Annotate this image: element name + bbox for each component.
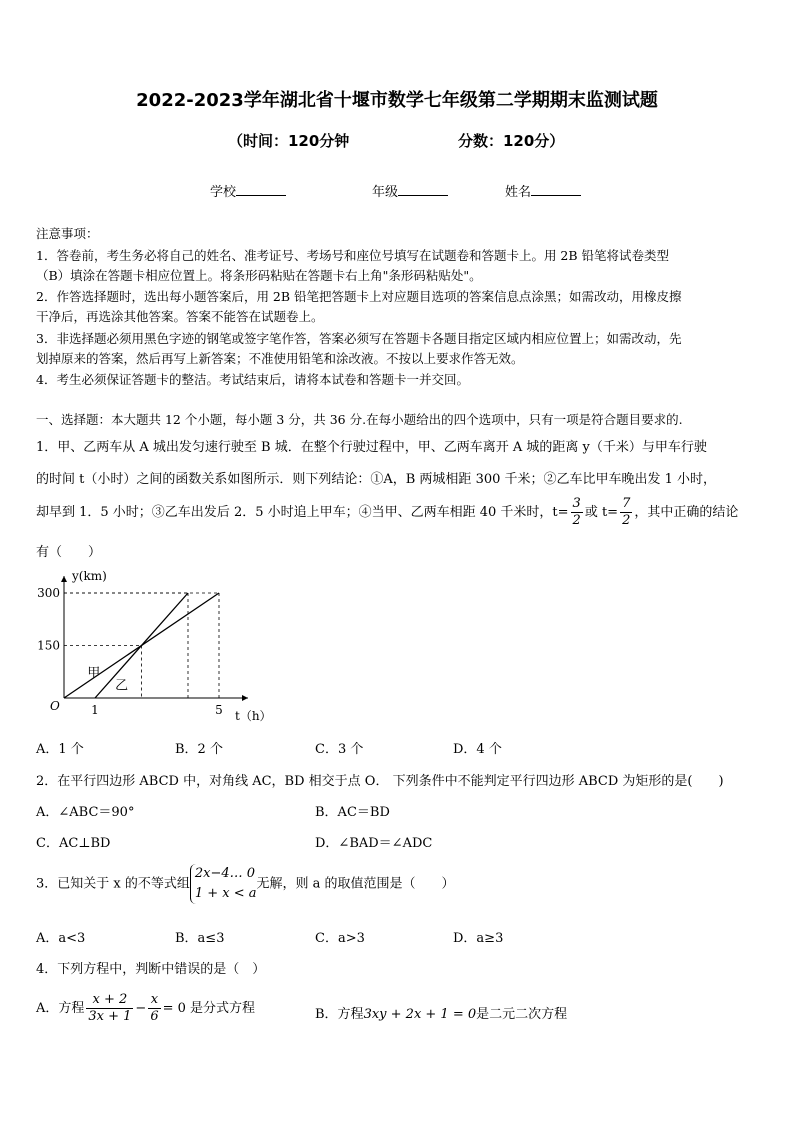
notice-line: 1．答卷前，考生务必将自己的姓名、准考证号、考场号和座位号填写在试题卷和答题卡上。用 2B 铅笔将试卷类型 <box>36 248 670 263</box>
q4b-pre: B．方程 <box>315 1007 364 1022</box>
q1-option-b[interactable]: B．2 个 <box>175 742 223 757</box>
notice-line: （B）填涂在答题卡相应位置上。将条形码粘贴在答题卡右上角"条形码粘贴处"。 <box>36 268 482 283</box>
q1-option-a[interactable]: A．1 个 <box>36 742 84 757</box>
school-field <box>210 181 286 200</box>
school-blank[interactable] <box>236 183 286 196</box>
q2-option-b[interactable]: B．AC＝BD <box>315 805 390 820</box>
q1-line3-end: ，其中正确的结论 <box>634 505 739 520</box>
q4-stem: 4．下列方程中，判断中错误的是（ ） <box>36 962 266 977</box>
q1-fraction-2 <box>620 496 632 529</box>
q4a-post: = 0 是分式方程 <box>162 1001 256 1016</box>
frac1-den: 2 <box>572 513 581 528</box>
q1-line3 <box>36 496 738 529</box>
y-axis-label: y(km) <box>72 569 107 583</box>
section-heading: 一、选择题：本大题共 12 个小题，每小题 3 分，共 36 分.在每小题给出的四个选项中，只有一项是符合题目要求的. <box>36 412 683 427</box>
q4-option-a[interactable] <box>36 992 255 1025</box>
q4a-fraction-2 <box>148 992 160 1025</box>
q1-line1: 1．甲、乙两车从 A 城出发匀速行驶至 B 城．在整个行驶过程中，甲、乙两车离开 A 城的距离 y（千米）与甲车行驶 <box>36 440 707 455</box>
q3-stem <box>36 864 455 904</box>
q3-post: 无解，则 a 的取值范围是（ ） <box>256 876 455 892</box>
q4-option-b[interactable] <box>315 1003 567 1022</box>
q1-option-c[interactable]: C．3 个 <box>315 742 364 757</box>
time-label: （时间：120分钟 <box>228 132 350 150</box>
notice-line: 4．考生必须保证答题卡的整洁。考试结束后，请将本试卷和答题卡一并交回。 <box>36 372 469 387</box>
q4a-f1-den: 3x + 1 <box>88 1009 132 1024</box>
q4a-f1-num: x + 2 <box>86 992 133 1009</box>
q1-line3-text: 却早到 1．5 小时；③乙车出发后 2．5 小时追上甲车；④当甲、乙两车相距 40 千米时，t= <box>36 505 569 520</box>
q4b-equation: 3xy + 2x + 1 = 0 <box>363 1007 477 1022</box>
origin-label: O <box>50 699 60 713</box>
q1-line4: 有（ ） <box>36 545 102 560</box>
q4a-minus: − <box>135 1001 147 1016</box>
page-title: 2022-2023学年湖北省十堰市数学七年级第二学期期末监测试题 <box>136 90 658 111</box>
name-blank[interactable] <box>531 183 581 196</box>
q2-stem: 2．在平行四边形 ABCD 中，对角线 AC，BD 相交于点 O． 下列条件中不能判定平行四边形 ABCD 为矩形的是( ) <box>36 774 724 789</box>
q4b-post: 是二元二次方程 <box>476 1007 568 1022</box>
q2-option-a[interactable]: A．∠ABC＝90° <box>36 805 135 820</box>
inequality-1: 2x−4… 0 <box>194 866 256 881</box>
q1-option-d[interactable]: D．4 个 <box>453 742 502 757</box>
notice-line: 2．作答选择题时，选出每小题答案后，用 2B 铅笔把答题卡上对应题目选项的答案信息点涂黑；如需改动，用橡皮擦 <box>36 289 682 304</box>
q4a-f2-den: 6 <box>150 1009 159 1024</box>
grade-label: 年级 <box>372 185 399 200</box>
q3-option-d[interactable]: D．a≥3 <box>453 931 504 946</box>
frac2-den: 2 <box>622 513 631 528</box>
distance-time-graph <box>30 566 280 726</box>
y-tick-label: 150 <box>37 638 60 653</box>
q3-option-a[interactable]: A．a<3 <box>36 931 86 946</box>
y-tick-label: 300 <box>37 586 60 600</box>
q1-line2: 的时间 t（小时）之间的函数关系如图所示．则下列结论：①A，B 两城相距 300 千米；②乙车比甲车晚出发 1 小时， <box>36 472 717 487</box>
frac1-num: 3 <box>572 496 581 511</box>
x-tick-label: 5 <box>215 703 223 717</box>
series-label: 乙 <box>115 678 129 694</box>
q3-option-c[interactable]: C．a>3 <box>315 931 365 946</box>
grade-field <box>372 181 448 200</box>
q2-option-d[interactable]: D．∠BAD＝∠ADC <box>315 836 433 851</box>
school-label: 学校 <box>210 185 237 200</box>
q3-option-b[interactable]: B．a≤3 <box>175 931 225 946</box>
x-axis-label: t（h） <box>235 709 272 723</box>
notice-line: 干净后，再选涂其他答案。答案不能答在试题卷上。 <box>36 309 324 324</box>
notice-line: 划掉原来的答案，然后再写上新答案；不准使用铅笔和涂改液。不按以上要求作答无效。 <box>36 351 524 366</box>
q1-or: 或 t= <box>584 505 619 520</box>
name-field <box>505 181 581 200</box>
notice-line: 3．非选择题必须用黑色字迹的钢笔或签字笔作答，答案必须写在答题卡各题目指定区域内相应位置上；如需改动，先 <box>36 331 682 346</box>
score-label: 分数：120分） <box>458 132 565 150</box>
q2-option-c[interactable]: C．AC⊥BD <box>36 836 111 851</box>
notice-heading: 注意事项： <box>36 226 99 241</box>
x-tick-label: 1 <box>91 703 99 717</box>
inequality-2: 1 + x < a <box>194 886 257 901</box>
q4a-fraction-1 <box>86 992 133 1025</box>
inequality-system <box>190 864 257 904</box>
q4a-f2-num: x <box>148 992 160 1009</box>
frac2-num: 7 <box>622 496 631 511</box>
q1-fraction-1 <box>571 496 583 529</box>
q3-pre: 3．已知关于 x 的不等式组 <box>36 876 190 892</box>
name-label: 姓名 <box>505 185 532 200</box>
series-label: 甲 <box>87 666 101 681</box>
grade-blank[interactable] <box>398 183 448 196</box>
q4a-pre: A．方程 <box>36 1001 85 1016</box>
